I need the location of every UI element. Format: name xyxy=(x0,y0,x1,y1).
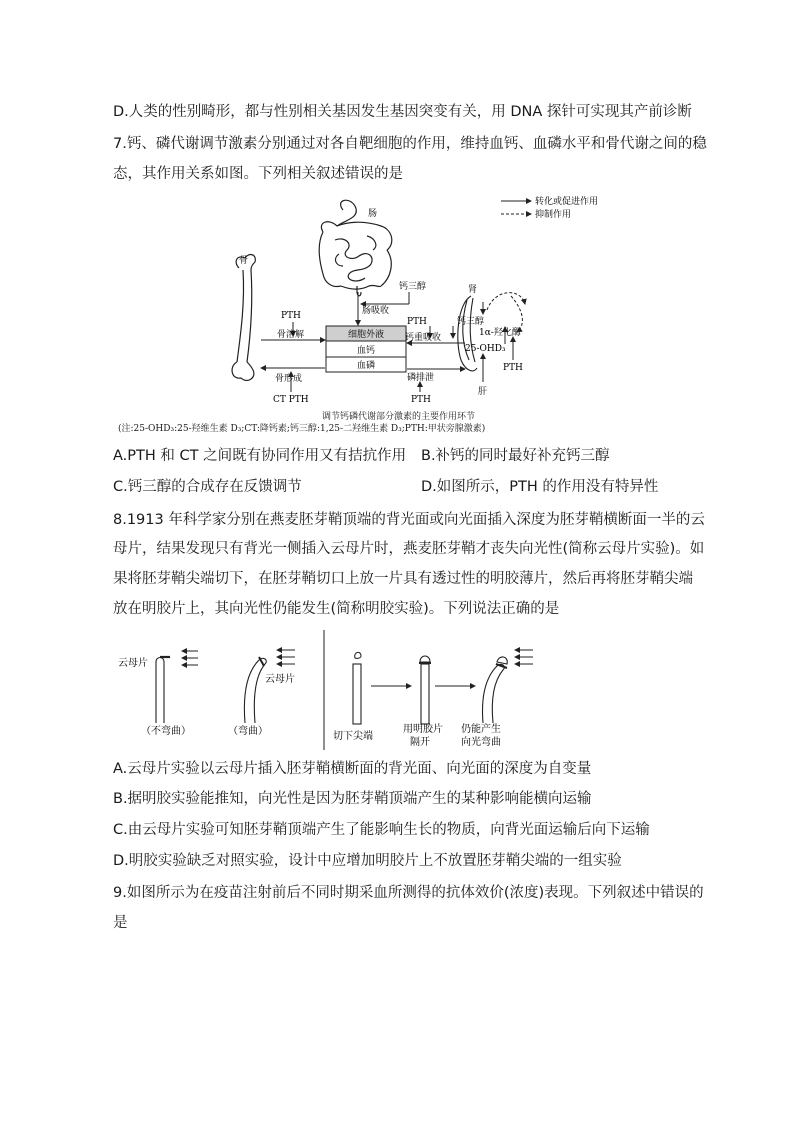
q8-stem-line-2: 母片，结果发现只有背光一侧插入云母片时，燕麦胚芽鞘才丧失向光性(简称云母片实验)。如 xyxy=(113,541,705,557)
figure-note: (注:25-OHD₃:25-羟维生素 D₃;CT:降钙素;钙三醇:1,25-二羟维生素 D₃;PTH:甲状旁腺激素) xyxy=(118,424,486,434)
q8-option-c: C.由云母片实验可知胚芽鞘顶端产生了能影响生长的物质，向背光面运输后向下运输 xyxy=(113,822,650,838)
mica-label-2: 云母片 xyxy=(265,674,295,685)
q9-stem-line-2: 是 xyxy=(113,915,128,931)
q8-stem-line-4: 放在明胶片上，其向光性仍能发生(简称明胶实验)。下列说法正确的是 xyxy=(113,601,560,617)
q8-option-d: D.明胶实验缺乏对照实验，设计中应增加明胶片上不放置胚芽鞘尖端的一组实验 xyxy=(113,853,622,869)
legend-inhibit: 抑制作用 xyxy=(535,210,572,220)
bent-label: （弯曲） xyxy=(228,726,268,737)
still-label-1: 仍能产生 xyxy=(461,724,501,735)
q8-stem-line-3: 果将胚芽鞘尖端切下，在胚芽鞘切口上放一片具有透过性的明胶薄片，然后再将胚芽鞘尖端 xyxy=(113,571,693,587)
bone-formation-label: 骨形成 xyxy=(275,374,303,384)
blood-phosphorus-label: 血磷 xyxy=(356,361,376,371)
q7-option-c: C.钙三醇的合成存在反馈调节 xyxy=(113,479,302,495)
intestine-label: 肠 xyxy=(368,209,378,219)
coleoptile-diagram xyxy=(113,628,533,753)
q7-option-a: A.PTH 和 CT 之间既有协同作用又有拮抗作用 xyxy=(113,448,407,464)
coleoptile-bent xyxy=(244,658,266,723)
q8-option-a: A.云母片实验以云母片插入胚芽鞘横断面的背光面、向光面的深度为自变量 xyxy=(113,761,592,777)
q7-stem-line-2: 态，其作用关系如图。下列相关叙述错误的是 xyxy=(113,166,403,182)
bone-icon xyxy=(232,255,255,381)
cut-tip-label: 切下尖端 xyxy=(333,731,373,742)
intestine-icon xyxy=(319,200,392,296)
liver-label: 肝 xyxy=(478,387,488,397)
gelatin-label-2: 隔开 xyxy=(410,737,430,748)
cut-tip xyxy=(355,652,361,658)
still-label-2: 向光弯曲 xyxy=(461,737,501,748)
not-bent-label: （不弯曲） xyxy=(141,726,191,737)
q7-option-d: D.如图所示，PTH 的作用没有特异性 xyxy=(421,479,659,495)
gelatin-label-1: 用明胶片 xyxy=(403,724,443,735)
calcium-phosphorus-diagram xyxy=(225,192,640,417)
coleoptile-straight xyxy=(156,658,164,724)
calcium-reabsorption-label: 钙重吸收 xyxy=(405,333,442,343)
calcitriol-top-label: 钙三醇 xyxy=(399,282,427,292)
figure-caption: 调节钙磷代谢部分激素的主要作用环节 xyxy=(322,412,476,422)
mica-label-1: 云母片 xyxy=(118,658,148,669)
bone-label: 骨 xyxy=(239,256,249,266)
pth-kidney-label: PTH xyxy=(503,363,523,373)
kidney-icon xyxy=(458,296,477,371)
q7-option-b: B.补钙的同时最好补充钙三醇 xyxy=(421,448,610,464)
ct-pth-label: CT PTH xyxy=(273,395,309,405)
extracellular-fluid-label: 细胞外液 xyxy=(347,330,385,340)
option-d-previous: D.人类的性别畸形，都与性别相关基因发生基因突变有关，用 DNA 探针可实现其产前诊断 xyxy=(113,104,692,120)
blood-calcium-label: 血钙 xyxy=(356,346,376,356)
coleoptile-svg xyxy=(113,628,533,753)
q8-stem-line-1: 8.1913 年科学家分别在燕麦胚芽鞘顶端的背光面或向光面插入深度为胚芽鞘横断面一半的云 xyxy=(113,512,705,528)
pth-bottom-label: PTH xyxy=(411,395,431,405)
pth-left-label: PTH xyxy=(281,311,301,321)
bone-resorption-label: 骨溶解 xyxy=(277,330,305,340)
phosphate-excretion-label: 磷排泄 xyxy=(407,373,435,383)
coleoptile-gelatin xyxy=(420,656,430,724)
q9-stem-line-1: 9.如图所示为在疫苗注射前后不同时期采血所测得的抗体效价(浓度)表现。下列叙述中错误的 xyxy=(113,885,704,901)
ohd3-label: 25-OHD₃ xyxy=(465,344,506,354)
calcitriol-kidney-label: 钙三醇 xyxy=(457,317,485,327)
coleoptile-stump xyxy=(353,664,361,724)
pth-right-label: PTH xyxy=(407,317,427,327)
legend-promote: 转化或促进作用 xyxy=(535,197,599,207)
q8-option-b: B.据明胶实验能推知，向光性是因为胚芽鞘顶端产生的某种影响能横向运输 xyxy=(113,791,592,807)
calcium-diagram-svg xyxy=(225,192,640,417)
hydroxylase-label: 1α-羟化酶 xyxy=(479,328,521,338)
inhibit-arc xyxy=(487,293,525,310)
absorption-label: 肠吸收 xyxy=(362,306,390,316)
kidney-label: 肾 xyxy=(468,285,478,295)
q7-stem-line-1: 7.钙、磷代谢调节激素分别通过对各自靶细胞的作用，维持血钙、血磷水平和骨代谢之间的稳 xyxy=(113,136,707,152)
